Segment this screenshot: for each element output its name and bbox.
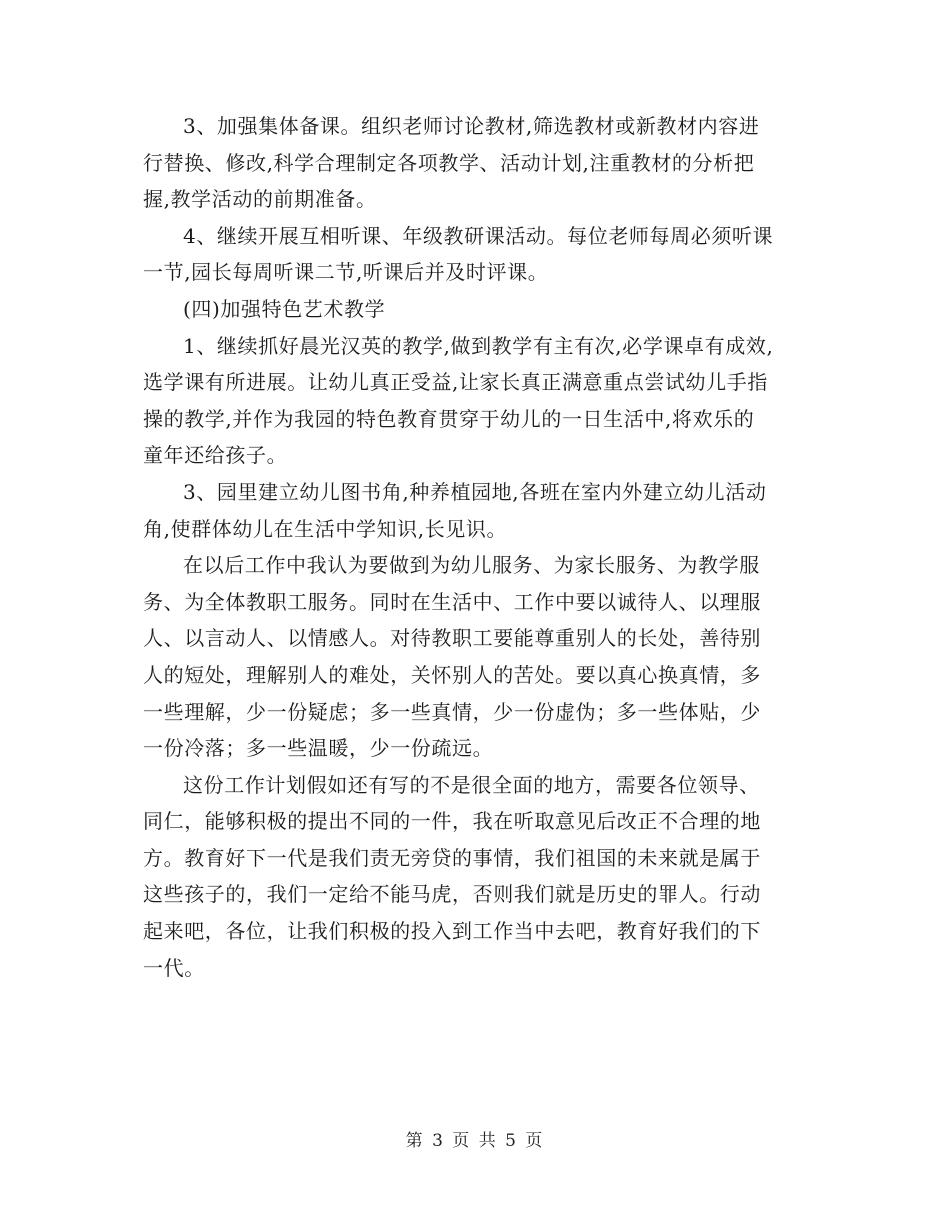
paragraph — [143, 218, 813, 291]
paragraph-line: 人、以言动人、以情感人。对待教职工要能尊重别人的长处，善待别 — [143, 626, 761, 651]
paragraph-line: 童年还给孩子。 — [143, 443, 288, 468]
paragraph-line: 一份冷落；多一些温暖，少一份疏远。 — [143, 736, 494, 761]
paragraph — [143, 291, 813, 328]
paragraph-line: 务、为全体教职工服务。同时在生活中、工作中要以诚待人、以理服 — [143, 589, 761, 614]
paragraph-line: 操的教学,并作为我园的特色教育贯穿于幼儿的一日生活中,将欢乐的 — [143, 406, 755, 431]
paragraph — [143, 108, 813, 218]
paragraph-line: 方。教育好下一代是我们责无旁贷的事情，我们祖国的未来就是属于 — [143, 845, 761, 870]
paragraph-line: 这份工作计划假如还有写的不是很全面的地方，需要各位领导、 — [183, 772, 760, 797]
paragraph-line: 3、加强集体备课。组织老师讨论教材,筛选教材或新教材内容进 — [183, 114, 760, 138]
paragraph-line: 4、继续开展互相听课、年级教研课活动。每位老师每周必须听课 — [183, 223, 774, 248]
paragraph-line: (四)加强特色艺术教学 — [183, 296, 386, 321]
paragraph-line: 一些理解，少一份疑虑；多一些真情，少一份虚伪；多一些体贴，少 — [143, 699, 761, 724]
paragraph — [143, 474, 813, 547]
paragraph-line: 一代。 — [143, 955, 205, 980]
paragraph-line: 3、园里建立幼儿图书角,种养植园地,各班在室内外建立幼儿活动 — [183, 479, 767, 504]
paragraph — [143, 328, 813, 474]
paragraph-line: 起来吧，各位，让我们积极的投入到工作当中去吧，教育好我们的下 — [143, 919, 761, 944]
paragraph-line: 角,使群体幼儿在生活中学知识,长见识。 — [143, 516, 508, 541]
paragraph-line: 在以后工作中我认为要做到为幼儿服务、为家长服务、为教学服 — [183, 553, 760, 578]
paragraph-line: 选学课有所进展。让幼儿真正受益,让家长真正满意重点尝试幼儿手指 — [143, 370, 768, 395]
paragraph-line: 一节,园长每周听课二节,听课后并及时评课。 — [143, 260, 549, 285]
paragraph-line: 1、继续抓好晨光汉英的教学,做到教学有主有次,必学课卓有成效, — [183, 333, 774, 358]
paragraph-line: 行替换、修改,科学合理制定各项教学、活动计划,注重教材的分析把 — [143, 150, 755, 175]
paragraph-line: 人的短处，理解别人的难处，关怀别人的苦处。要以真心换真情，多 — [143, 662, 761, 687]
paragraph — [143, 767, 813, 987]
document-body — [143, 108, 813, 986]
paragraph-line: 这些孩子的，我们一定给不能马虎，否则我们就是历史的罪人。行动 — [143, 882, 761, 907]
page-footer: 第 3 页 共 5 页 — [405, 1131, 545, 1151]
paragraph-line: 握,教学活动的前期准备。 — [143, 187, 377, 212]
paragraph — [143, 547, 813, 767]
paragraph-line: 同仁，能够积极的提出不同的一件，我在听取意见后改正不合理的地 — [143, 809, 761, 834]
